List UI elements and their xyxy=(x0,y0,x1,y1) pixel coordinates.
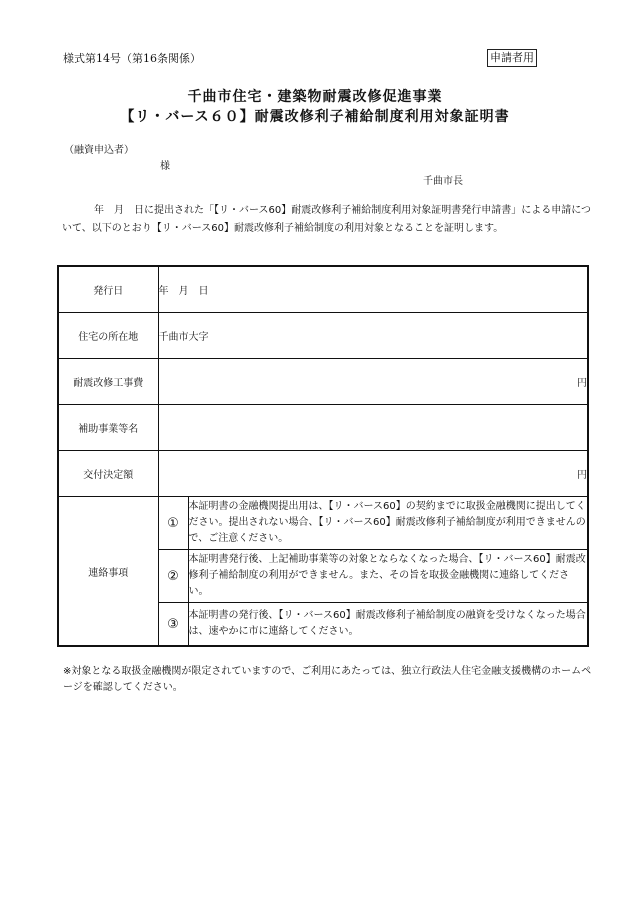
table-row xyxy=(58,313,588,359)
footnote: ※対象となる取扱金融機関が限定されていますので、ご利用にあたっては、独立行政法人住宅金融支援機構のホームページを確認してください。 xyxy=(63,666,592,693)
address-label: 住宅の所在地 xyxy=(58,313,158,359)
subsidy-program-value xyxy=(158,405,588,451)
note-text: 本証明書の発行後、【リ・バース60】耐震改修利子補給制度の融資を受けなくなった場合は、速やかに市に連絡してください。 xyxy=(188,603,588,647)
note-number: ② xyxy=(158,550,188,603)
form-number: 様式第14号（第16条関係） xyxy=(63,52,201,65)
table-row xyxy=(58,497,588,550)
document-title: 千曲市住宅・建築物耐震改修促進事業 xyxy=(187,89,443,105)
construction-cost-value: 円 xyxy=(158,359,588,405)
document-subtitle: 【リ・バース６０】耐震改修利子補給制度利用対象証明書 xyxy=(120,109,510,125)
note-number: ① xyxy=(158,497,188,550)
certification-text: 年 月 日に提出された「【リ・バース60】耐震改修利子補給制度利用対象証明書発行申請書」による申請について、以下のとおり【リ・バース60】耐震改修利子補給制度の利用対象となることを証明します。 xyxy=(62,205,592,234)
honorific: 様 xyxy=(160,161,170,172)
issue-date-label: 発行日 xyxy=(58,266,158,313)
subsidy-program-label: 補助事業等名 xyxy=(58,405,158,451)
notes-label: 連絡事項 xyxy=(58,497,158,647)
construction-cost-label: 耐震改修工事費 xyxy=(58,359,158,405)
borrower-label: （融資申込者） xyxy=(64,145,134,156)
table-row xyxy=(58,266,588,313)
table-row xyxy=(58,451,588,497)
table-row xyxy=(58,359,588,405)
certificate-table xyxy=(57,265,589,647)
issuer-name: 千曲市長 xyxy=(423,176,463,187)
note-number: ③ xyxy=(158,603,188,647)
applicant-use-stamp: 申請者用 xyxy=(487,49,537,67)
address-value: 千曲市大字 xyxy=(158,313,588,359)
grant-amount-value: 円 xyxy=(158,451,588,497)
note-text: 本証明書発行後、上記補助事業等の対象とならなくなった場合、【リ・バース60】耐震改修利子補給制度の利用ができません。また、その旨を取扱金融機関に連絡してください。 xyxy=(188,550,588,603)
table-row xyxy=(58,405,588,451)
grant-amount-label: 交付決定額 xyxy=(58,451,158,497)
note-text: 本証明書の金融機関提出用は、【リ・バース60】の契約までに取扱金融機関に提出してください。提出されない場合、【リ・バース60】耐震改修利子補給制度が利用できませんので、ご注意ください。 xyxy=(188,497,588,550)
issue-date-value: 年 月 日 xyxy=(158,266,588,313)
